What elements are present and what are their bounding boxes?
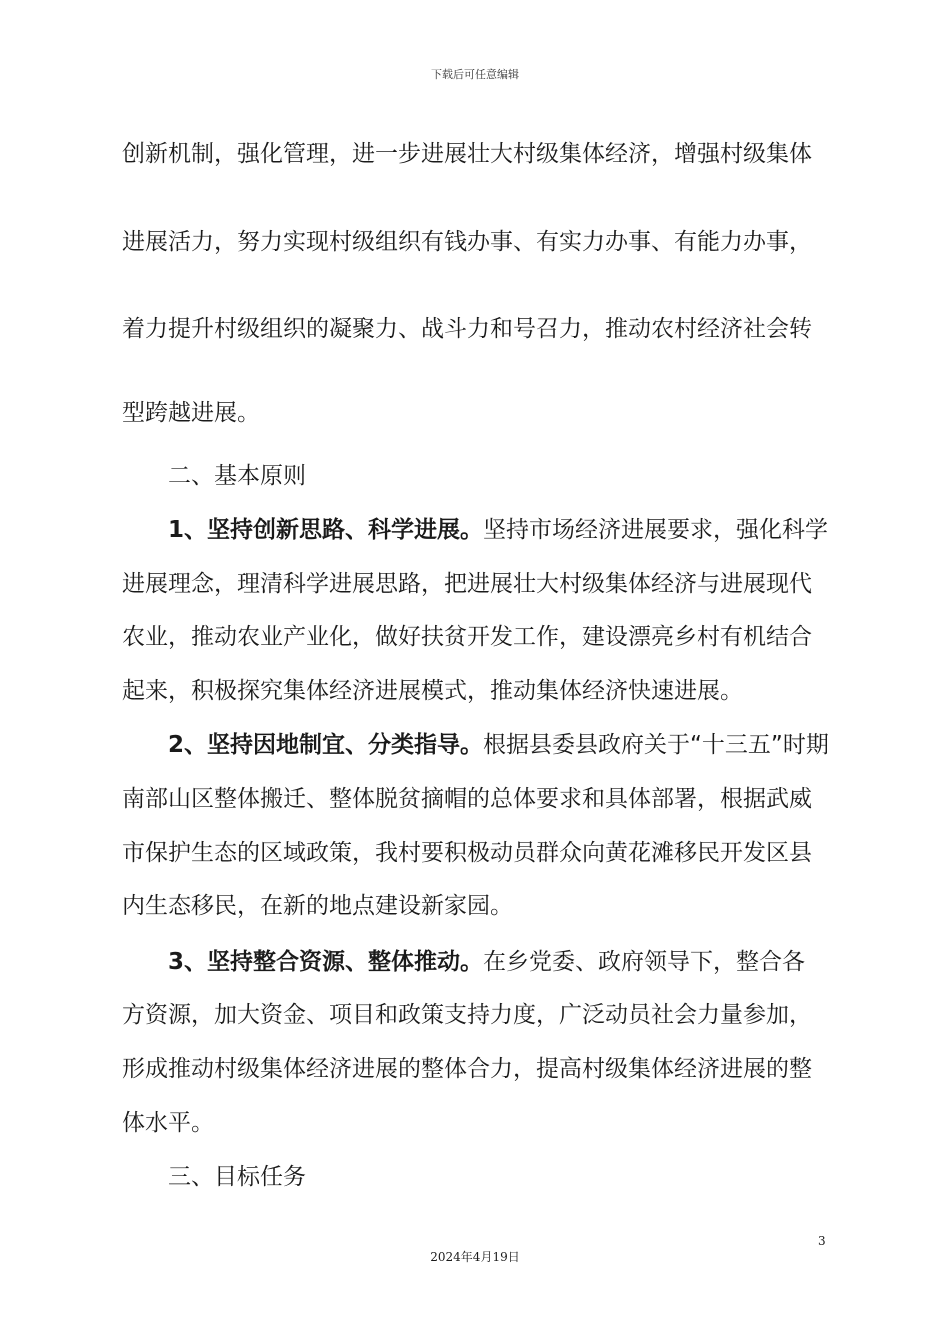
page-number: 3 (818, 1234, 826, 1248)
principle-3-lead: 3、坚持整合资源、整体推动。 (168, 949, 484, 975)
principle-1-line-2: 进展理念，理清科学进展思路，把进展壮大村级集体经济与进展现代 (122, 571, 812, 597)
paragraph-line-4: 型跨越进展。 (122, 400, 260, 426)
principle-3-text-start: 在乡党委、政府领导下，整合各 (483, 949, 806, 975)
principle-2-text-start: 根据县委县政府关于“十三五”时期 (483, 732, 829, 758)
principle-2-line-4: 内生态移民，在新的地点建设新家园。 (122, 893, 513, 919)
paragraph-line-1: 创新机制，强化管理，进一步进展壮大村级集体经济，增强村级集体 (122, 141, 812, 167)
principle-1-text-start: 坚持市场经济进展要求，强化科学 (483, 517, 829, 543)
principle-3-line-2: 方资源，加大资金、项目和政策支持力度，广泛动员社会力量参加， (122, 1002, 812, 1028)
principle-3-line-3: 形成推动村级集体经济进展的整体合力，提高村级集体经济进展的整 (122, 1056, 812, 1082)
section-heading-principles: 二、基本原则 (168, 463, 306, 489)
principle-1-lead: 1、坚持创新思路、科学进展。 (168, 517, 484, 543)
header-note: 下载后可任意编辑 (431, 68, 519, 81)
paragraph-line-2: 进展活力，努力实现村级组织有钱办事、有实力办事、有能力办事， (122, 229, 812, 255)
section-heading-targets: 三、目标任务 (168, 1164, 306, 1190)
principle-1-line-4: 起来，积极探究集体经济进展模式，推动集体经济快速进展。 (122, 678, 743, 704)
principle-1-line-3: 农业，推动农业产业化，做好扶贫开发工作，建设漂亮乡村有机结合 (122, 624, 812, 650)
principle-3-first-line (168, 949, 878, 975)
principle-3-line-4: 体水平。 (122, 1110, 214, 1136)
principle-2-first-line (168, 732, 878, 758)
principle-2-line-2: 南部山区整体搬迁、整体脱贫摘帽的总体要求和具体部署，根据武威 (122, 786, 812, 812)
paragraph-line-3: 着力提升村级组织的凝聚力、战斗力和号召力，推动农村经济社会转 (122, 316, 812, 342)
principle-2-lead: 2、坚持因地制宜、分类指导。 (168, 732, 484, 758)
principle-2-line-3: 市保护生态的区域政策，我村要积极动员群众向黄花滩移民开发区县 (122, 840, 812, 866)
principle-1-first-line (168, 517, 878, 543)
footer-date: 2024年4月19日 (430, 1250, 520, 1264)
